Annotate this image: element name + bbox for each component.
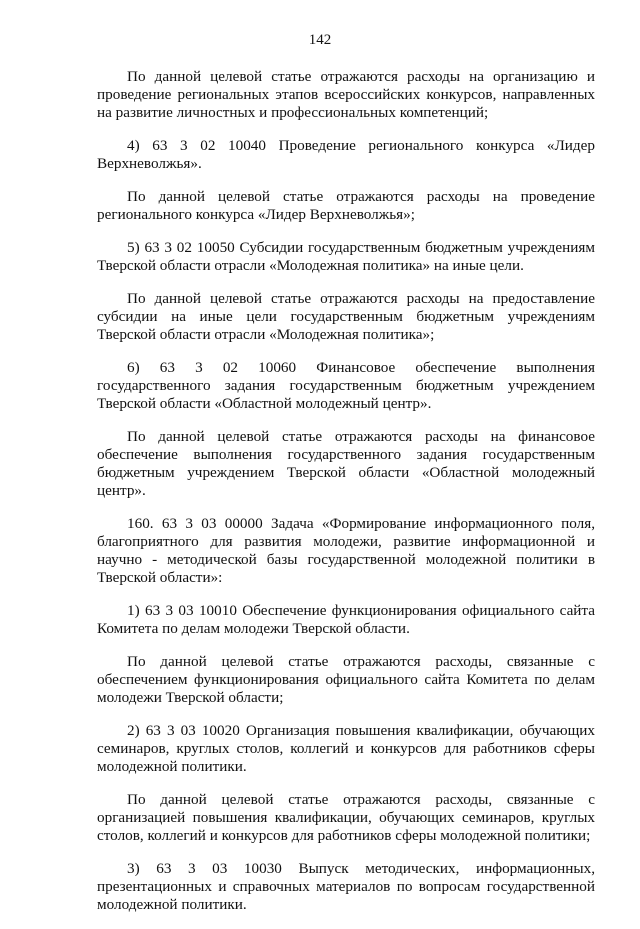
paragraph: По данной целевой статье отражаются расходы на организацию и проведение региональных этапов всероссийских конкурсов, направленных на развитие личностных и профессиональных компетенций;: [97, 68, 595, 121]
paragraph: По данной целевой статье отражаются расходы, связанные с организацией повышения квалификации, обучающих семинаров, круглых столов, коллегий и конкурсов для работников сферы молодежной политики;: [97, 791, 595, 844]
paragraph: По данной целевой статье отражаются расходы на предоставление субсидии на иные цели государственным бюджетным учреждениям Тверской области отрасли «Молодежная политика»;: [97, 290, 595, 343]
paragraph: По данной целевой статье отражаются расходы на проведение регионального конкурса «Лидер Верхневолжья»;: [97, 188, 595, 223]
paragraph: 160. 63 3 03 00000 Задача «Формирование информационного поля, благоприятного для развития молодежи, развитие информационной и научно - методической базы государственной молодежной политики в Тверской области»:: [97, 515, 595, 586]
paragraph: 6) 63 3 02 10060 Финансовое обеспечение выполнения государственного задания государственным бюджетным учреждением Тверской области «Областной молодежный центр».: [97, 359, 595, 412]
page-number: 142: [308, 32, 332, 48]
paragraph: 3) 63 3 03 10030 Выпуск методических, информационных, презентационных и справочных материалов по вопросам государственной молодежной политики.: [97, 860, 595, 913]
paragraph: 1) 63 3 03 10010 Обеспечение функционирования официального сайта Комитета по делам молодежи Тверской области.: [97, 602, 595, 637]
paragraph: По данной целевой статье отражаются расходы, связанные с обеспечением функционирования официального сайта Комитета по делам молодежи Тверской области;: [97, 653, 595, 706]
paragraph: 4) 63 3 02 10040 Проведение регионального конкурса «Лидер Верхневолжья».: [97, 137, 595, 172]
paragraph: 5) 63 3 02 10050 Субсидии государственным бюджетным учреждениям Тверской области отрасли «Молодежная политика» на иные цели.: [97, 239, 595, 274]
document-body: [97, 68, 595, 929]
paragraph: 2) 63 3 03 10020 Организация повышения квалификации, обучающих семинаров, круглых столов, коллегий и конкурсов для работников сферы молодежной политики.: [97, 722, 595, 775]
paragraph: По данной целевой статье отражаются расходы на финансовое обеспечение выполнения государственного задания государственным бюджетным учреждением Тверской области «Областной молодежный центр».: [97, 428, 595, 499]
